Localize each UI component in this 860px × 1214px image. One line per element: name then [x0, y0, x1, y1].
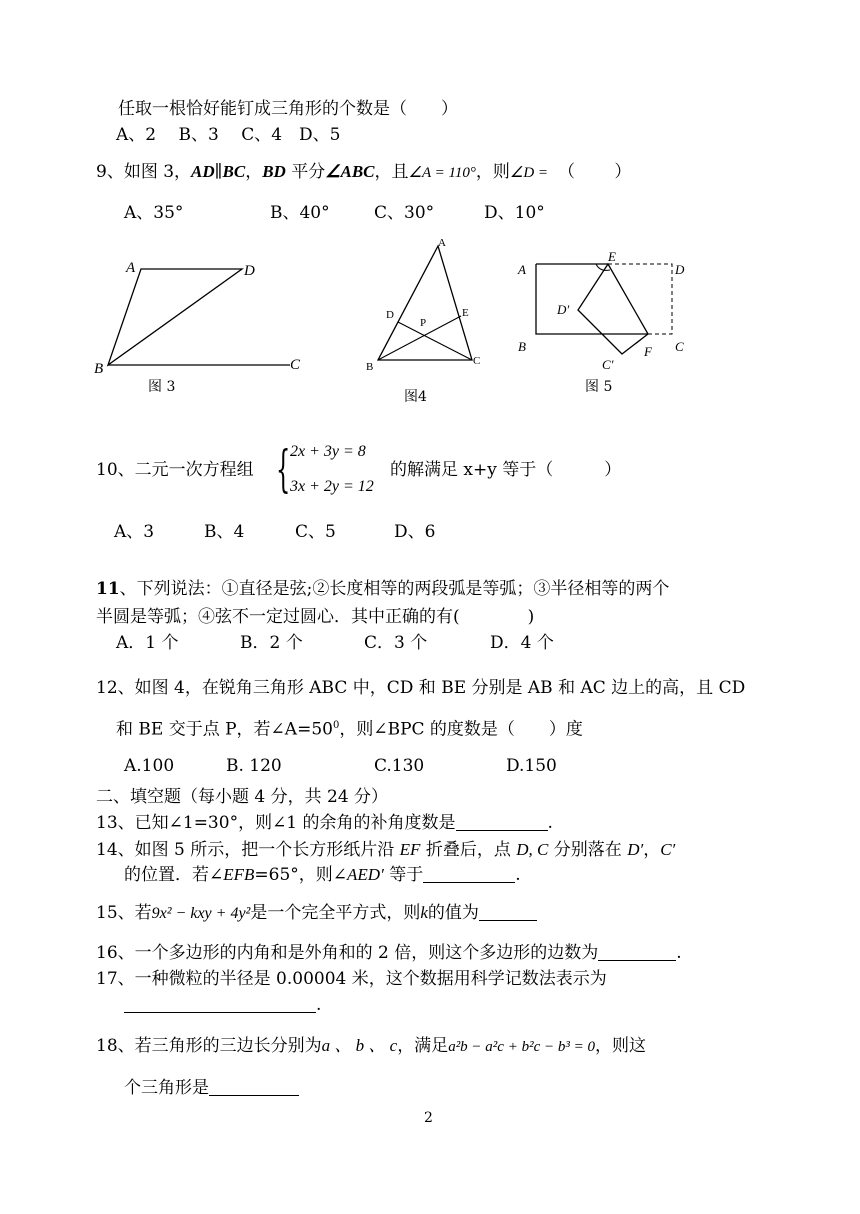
q16-text: 16、一个多边形的内角和是外角和的 2 倍，则这个多边形的边数为 [96, 943, 599, 963]
fig3-triangle-abd [108, 269, 242, 365]
q10-equation-1: 2x + 3y = 8 [290, 443, 366, 460]
q15 [96, 902, 537, 925]
q16-end: . [676, 943, 682, 963]
fig4-line-cd [398, 322, 472, 360]
q14-comma: ， [643, 840, 661, 860]
q12-option-a: A.100 [124, 756, 175, 776]
fig4-triangle-abc [378, 246, 472, 360]
q14-text-a: 14、如图 5 所示，把一个长方形纸片沿 [96, 840, 400, 860]
q9-condition: ∠A = 110° [408, 165, 476, 181]
fig5-label-e: E [608, 249, 616, 264]
q18-text-c: ，则这 [594, 1036, 646, 1056]
q17-end: . [316, 995, 322, 1015]
q18-line-2 [124, 1077, 299, 1099]
fig5-caption: 图 5 [585, 379, 613, 395]
q16 [96, 942, 682, 964]
fig4-label-b: B [366, 361, 374, 373]
q13-text: 13、已知∠1=30°，则∠1 的余角的补角度数是 [96, 813, 456, 833]
q9-answer-paren: （ ） [558, 162, 632, 182]
q8-continuation: 任取一根恰好能钉成三角形的个数是（ ） [118, 99, 458, 119]
q13-end: . [547, 813, 553, 833]
q12-line-2 [116, 715, 583, 741]
q12-line-1: 12、如图 4，在锐角三角形 ABC 中，CD 和 BE 分别是 AB 和 AC 边上的高，且 CD [96, 678, 746, 698]
q11-option-a: A．1 个 [116, 633, 179, 653]
q11-line-2: 半圆是等弧；④弦不一定过圆心．其中正确的有( ) [96, 607, 535, 627]
fig3-label-d: D [244, 263, 255, 279]
q15-blank[interactable] [479, 902, 537, 921]
q12-option-b: B. 120 [226, 756, 282, 776]
q9-option-b: B、40° [270, 203, 330, 223]
fig5-label-d: D [675, 262, 685, 277]
q14-line-2 [124, 864, 521, 886]
fig5-label-b: B [518, 339, 526, 354]
q14-text-2c: 等于 [383, 865, 424, 885]
q16-blank[interactable] [598, 942, 676, 961]
q12-option-c: C.130 [374, 756, 425, 776]
q12-text-b: ，则∠BPC 的度数是（ ）度 [339, 719, 583, 740]
q10-brace: { [276, 440, 291, 498]
q11-option-d: D．4 个 [490, 633, 554, 653]
figure-4 [360, 234, 490, 374]
fig3-label-a: A [126, 260, 136, 276]
q14-aed: AED′ [347, 865, 384, 884]
q17-blank[interactable] [124, 994, 316, 1013]
q14-text-b: 折叠后，点 [420, 840, 517, 860]
q15-text-c: 的值为 [427, 903, 479, 923]
q18-blank[interactable] [209, 1077, 299, 1096]
q17: 17、一种微粒的半径是 0.00004 米，这个数据用科学记数法表示为 [96, 969, 607, 989]
q9-angle-abc: ∠ABC [325, 162, 375, 181]
q9-option-c: C、30° [374, 203, 435, 223]
q11-option-c: C．3 个 [364, 633, 428, 653]
q10-option-a: A、3 [114, 522, 155, 542]
fig5-folded-edge [608, 264, 672, 334]
q13-blank[interactable] [456, 812, 548, 831]
q14-end: . [515, 865, 521, 885]
figure-3 [90, 255, 320, 385]
q14-cprime: C′ [660, 840, 676, 859]
fig4-label-p: P [420, 317, 427, 329]
q18-text-a: 18、若三角形的三边长分别为 [96, 1036, 322, 1056]
q15-text-b: 是一个完全平方式，则 [250, 903, 421, 923]
q9-parallel: ∥ [214, 162, 223, 182]
q10-prefix: 10、二元一次方程组 [96, 460, 254, 480]
q14-text-2b: =65°，则∠ [254, 865, 348, 885]
fig5-label-a: A [518, 262, 526, 277]
fig3-label-c: C [290, 357, 301, 373]
q11-number: 11 [96, 579, 120, 599]
q8-options: A、2 B、3 C、4 D、5 [116, 125, 341, 145]
fig4-label-e: E [462, 307, 469, 319]
q9-prefix: 9、如图 3， [96, 162, 192, 182]
fig3-caption: 图 3 [148, 379, 176, 395]
q9-then: ，则 [475, 162, 510, 182]
q9-option-a: A、35° [124, 203, 184, 223]
q14-dprime: D′ [627, 840, 644, 859]
q15-k: k [420, 903, 428, 922]
fig3-label-b: B [94, 361, 104, 377]
q14-blank[interactable] [423, 864, 515, 883]
q15-expression: 9x² − kxy + 4y² [151, 905, 251, 922]
q12-option-d: D.150 [506, 756, 557, 776]
q9-option-d: D、10° [484, 203, 545, 223]
fig5-label-f: F [644, 344, 652, 359]
q14-line-1 [96, 839, 675, 861]
q14-ef: EF [399, 840, 421, 859]
q10-postfix: 的解满足 x+y 等于（ ） [390, 460, 622, 480]
q10-option-c: C、5 [295, 522, 336, 542]
fig5-label-dprime: D′ [557, 302, 570, 317]
q14-efb: EFB [223, 865, 255, 884]
q10-option-b: B、4 [204, 522, 245, 542]
q9-and: ，且 [374, 162, 409, 182]
q12-text-a: 和 BE 交于点 P，若∠A=50 [116, 719, 333, 740]
q11-line-1 [96, 578, 669, 600]
fig4-label-c: C [473, 355, 481, 367]
fig5-folded-part [578, 264, 648, 354]
q9-comma: ， [245, 162, 263, 182]
q18-vars: a 、 b 、 c [321, 1036, 398, 1055]
q9-ad: AD [191, 162, 215, 181]
q18-line-1 [96, 1035, 646, 1058]
figure-5 [512, 248, 702, 372]
fig5-label-c: C [675, 339, 684, 354]
q17-answer [124, 994, 321, 1016]
q13 [96, 812, 553, 834]
q14-text-2a: 的位置．若∠ [124, 865, 224, 885]
q9-bisect: 平分 [285, 162, 326, 182]
q18-text-b: ，满足 [397, 1036, 449, 1056]
fig4-caption: 图4 [404, 389, 427, 405]
q10-option-d: D、6 [394, 522, 436, 542]
q12-superscript: 0 [332, 720, 340, 731]
q11-text-1: 、下列说法：①直径是弦;②长度相等的两段弧是等弧；③半径相等的两个 [119, 579, 670, 599]
fig5-label-cprime: C′ [602, 357, 614, 372]
q18-text-2: 个三角形是 [124, 1078, 209, 1098]
q11-option-b: B．2 个 [240, 633, 303, 653]
q14-dc: D, C [516, 840, 549, 859]
section-2-heading: 二、填空题（每小题 4 分，共 24 分） [96, 787, 389, 807]
q9-bc: BC [222, 162, 246, 181]
q9-stem [96, 161, 631, 184]
q14-text-c: 分别落在 [548, 840, 628, 860]
q9-bd: BD [262, 162, 286, 181]
fig4-label-a: A [438, 237, 446, 249]
q15-text-a: 15、若 [96, 903, 152, 923]
q18-expression: a²b − a²c + b²c − b³ = 0 [448, 1039, 595, 1055]
fig4-label-d: D [386, 309, 394, 321]
q10-equation-2: 3x + 2y = 12 [290, 478, 374, 495]
page-number: 2 [424, 1110, 433, 1126]
q9-ask: ∠D = [509, 165, 549, 181]
